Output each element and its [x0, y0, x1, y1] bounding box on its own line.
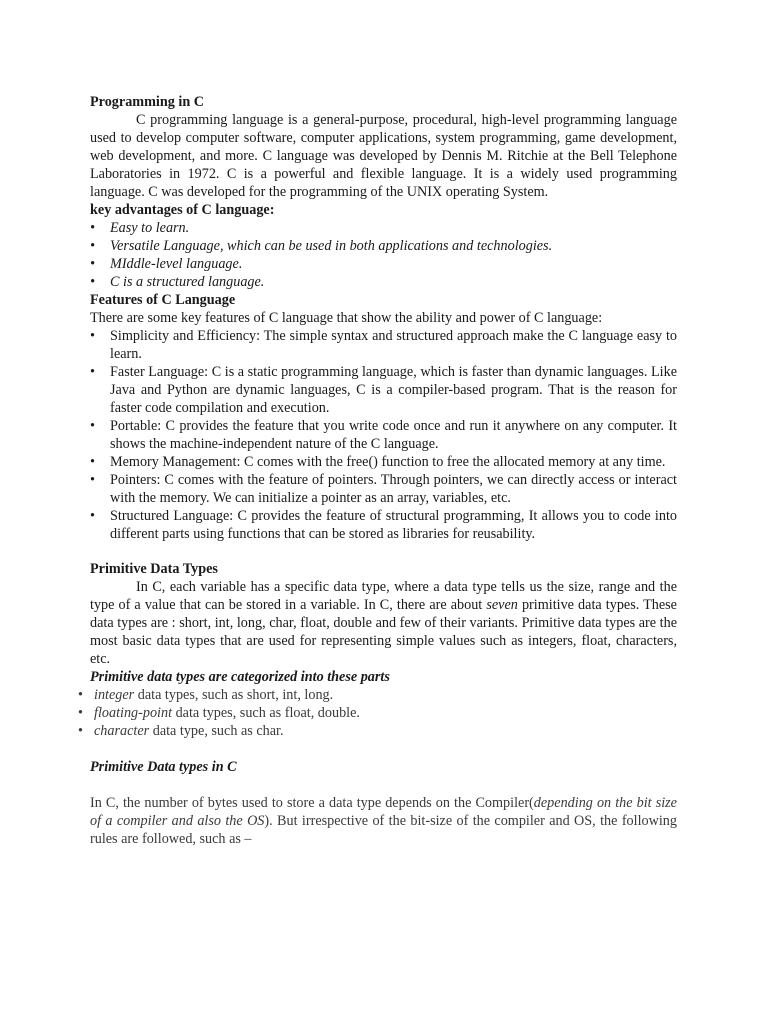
primitive-text-em: seven [486, 597, 518, 613]
categorized-heading: Primitive data types are categorized into these parts [90, 669, 390, 685]
list-item: • Portable: C provides the feature that you write code once and run it anywhere on any computer. It shows the machine-independent nature of the C language. [90, 417, 677, 453]
list-item: • Structured Language: C provides the feature of structural programming, It allows you to code into different parts using functions that can be stored as libraries for reusability. [90, 507, 677, 543]
list-item: • floating-point data types, such as float, double. [82, 704, 677, 722]
primitive-paragraph [90, 578, 677, 668]
in-c-text-after: ). But irrespective of the bit-size of the compiler and OS, the following rules are followed, such as – [90, 813, 677, 847]
primitive-text-after: primitive data types. These data types are : short, int, long, char, float, double and few of their variants. Primitive data types are the most basic data types that are used for representing simple values such as integers, float, characters, etc. [90, 597, 677, 667]
features-intro: There are some key features of C language that show the ability and power of C language: [90, 310, 603, 326]
list-item: • MIddle-level language. [90, 255, 677, 273]
list-item: • Simplicity and Efficiency: The simple syntax and structured approach make the C language easy to learn. [90, 327, 677, 363]
in-c-heading: Primitive Data types in C [90, 759, 237, 775]
intro-paragraph: C programming language is a general-purpose, procedural, high-level programming language used to develop computer software, computer applications, system programming, game development, web development, and more. C language was developed by Dennis M. Ritchie at the Bell Telephone Laboratories in 1972. C is a powerful and flexible language. It is a widely used programming language. C was developed for the programming of the UNIX operating System. [90, 112, 677, 200]
list-item: • integer data types, such as short, int, long. [82, 686, 677, 704]
spacer [90, 543, 677, 560]
features-heading: Features of C Language [90, 292, 236, 308]
features-list [90, 327, 677, 543]
list-item: • Easy to learn. [90, 219, 677, 237]
document-content [90, 93, 677, 848]
in-c-paragraph [90, 794, 677, 848]
list-item: • C is a structured language. [90, 273, 677, 291]
list-item: • Pointers: C comes with the feature of pointers. Through pointers, we can directly access or interact with the memory. We can initialize a pointer as an array, variables, etc. [90, 471, 677, 507]
list-item: • character data type, such as char. [82, 722, 677, 740]
advantages-list [90, 219, 677, 291]
spacer [90, 776, 677, 794]
primitive-heading: Primitive Data Types [90, 561, 218, 577]
in-c-text-em: depending on the bit size of a compiler and also the OS [90, 795, 677, 829]
page-title: Programming in C [90, 94, 205, 110]
advantages-heading: key advantages of C language: [90, 202, 275, 218]
spacer [90, 740, 677, 758]
primitive-text-before: In C, each variable has a specific data type, where a data type tells us the size, range and the type of a value that can be stored in a variable. In C, there are about [90, 579, 677, 613]
list-item: • Faster Language: C is a static programming language, which is faster than dynamic languages. Like Java and Python are dynamic languages, C is a compiler-based program. That is the reason for faster code compilation and execution. [90, 363, 677, 417]
list-item: • Memory Management: C comes with the free() function to free the allocated memory at any time. [90, 453, 677, 471]
in-c-text-before: In C, the number of bytes used to store a data type depends on the Compiler( [90, 795, 534, 811]
list-item: • Versatile Language, which can be used in both applications and technologies. [90, 237, 677, 255]
categories-list [90, 686, 677, 740]
